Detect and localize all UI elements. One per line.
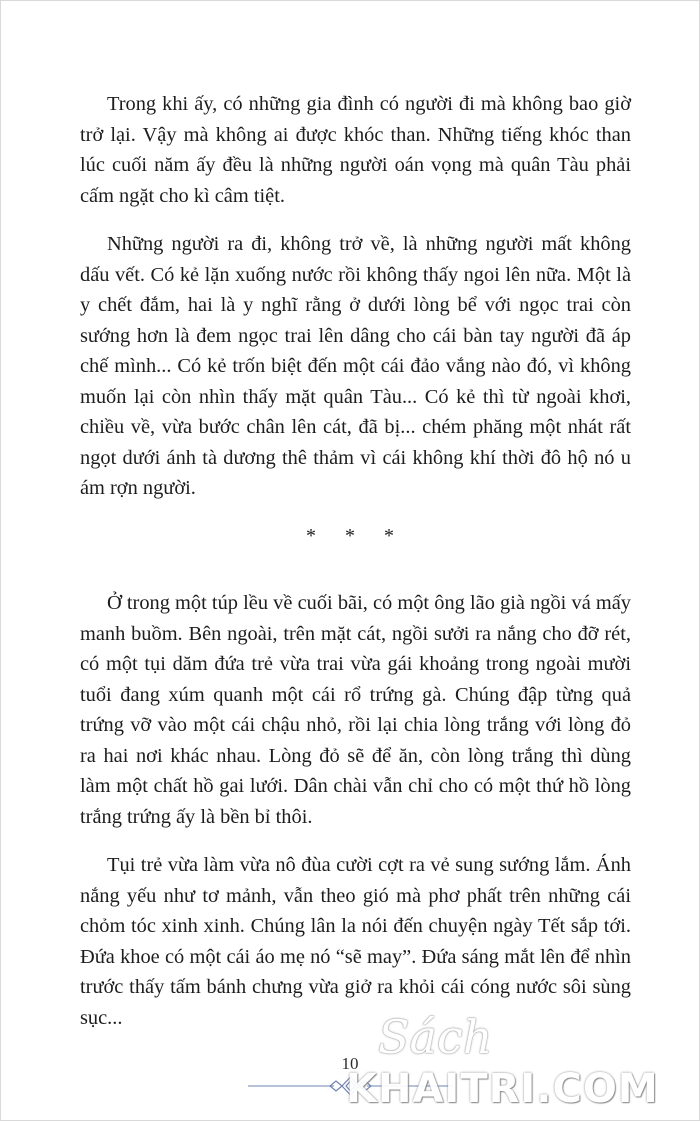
paragraph: Tụi trẻ vừa làm vừa nô đùa cười cợt ra vẻ sung sướng lắm. Ánh nắng yếu như tơ mảnh, vẫn theo gió mà phơ phất trên những cái chỏm tóc xinh xinh. Chúng lân la nói đến chuyện ngày Tết sắp tới. Đứa khoe có một cái áo mẹ nó “sẽ may”. Đứa sáng mắt lên để nhìn trước thấy tấm bánh chưng vừa giở ra khỏi cái cóng nước sôi sùng sục... xyxy=(80,854,631,1029)
separator-asterisk: * xyxy=(384,525,394,547)
section-separator xyxy=(0,525,700,548)
text-block-top xyxy=(80,89,631,504)
separator-asterisk: * xyxy=(306,525,316,547)
watermark-script: Sách xyxy=(378,1010,493,1064)
paragraph: Trong khi ấy, có những gia đình có người đi mà không bao giờ trở lại. Vậy mà không ai được khóc than. Những tiếng khóc than lúc cuối năm ấy đều là những người oán vọng mà quân Tàu phải cấm ngặt cho kì câm tiệt. xyxy=(80,93,631,207)
text-block-bottom xyxy=(80,588,631,1033)
watermark-main: KHAITRI.COM xyxy=(346,1066,659,1112)
watermark-logo xyxy=(340,1010,700,1121)
paragraph: Những người ra đi, không trở về, là những người mất không dấu vết. Có kẻ lặn xuống nước rồi không thấy ngoi lên nữa. Một là y chết đắm, hai là y nghĩ rằng ở dưới lòng bể với ngọc trai còn sướng hơn là đem ngọc trai lên dâng cho cái bàn tay người đã áp chế mình... Có kẻ trốn biệt đến một cái đảo vắng nào đó, vì không muốn lại còn nhìn thấy mặt quân Tàu... Có kẻ thì từ ngoài khơi, chiều về, vừa bước chân lên cát, đã bị... chém phăng một nhát rất ngọt dưới ánh tà dương thê thảm vì cái không khí thời đô hộ nó u ám rợn người. xyxy=(80,233,631,499)
page-number: 10 xyxy=(341,1054,359,1073)
separator-asterisk: * xyxy=(345,525,355,547)
paragraph: Ở trong một túp lều về cuối bãi, có một ông lão già ngồi vá mấy manh buồm. Bên ngoài, trên mặt cát, ngồi sưởi ra nắng cho đỡ rét, có một tụi dăm đứa trẻ vừa trai vừa gái khoảng trong ngoài mười tuổi đang xúm quanh một cái rổ trứng gà. Chúng đập từng quả trứng vỡ vào một cái chậu nhỏ, rồi lại chia lòng trắng với lòng đỏ ra hai nơi khác nhau. Lòng đỏ sẽ để ăn, còn lòng trắng thì dùng làm một chất hồ gai lưới. Dân chài vẫn chỉ cho có một thứ hồ lòng trắng trứng ấy là bền bỉ thôi. xyxy=(80,592,631,828)
